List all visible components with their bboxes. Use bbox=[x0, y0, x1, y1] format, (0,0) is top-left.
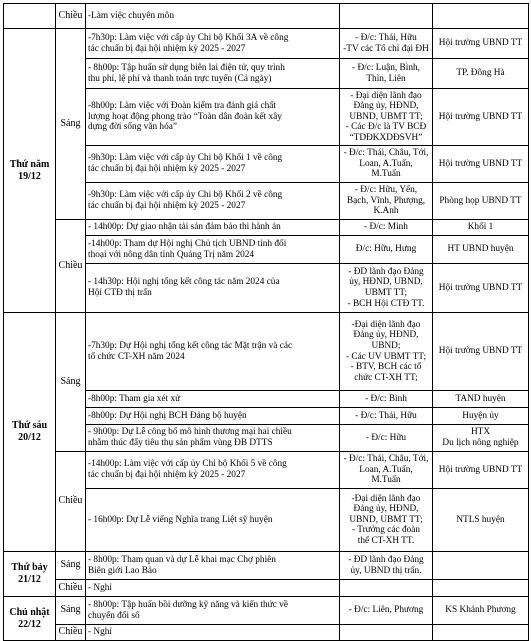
activity-cell: - 9h00p: Dự Lễ công bố mô hình thương mại hai chiều nhằm thúc đẩy tiêu thụ sản phẩm vùng ĐB DTTS bbox=[86, 425, 340, 452]
activity-cell: -8h00p: Tham gia xét xử bbox=[86, 391, 340, 408]
location-cell: Hội trường UBND TT bbox=[433, 313, 529, 391]
participants-cell: - Đ/c: Thái, Hữu bbox=[340, 408, 433, 425]
participants-cell: -Đại diện lãnh đạo Đảng ủy, HĐND, UBND, UBMT TT; - Trưởng các đoàn thể CT-XH TT. bbox=[340, 489, 433, 552]
location-cell bbox=[433, 552, 529, 580]
location-cell: TAND huyện bbox=[433, 391, 529, 408]
session-cell: Sáng bbox=[56, 552, 86, 580]
location-cell: HT UBND huyện bbox=[433, 236, 529, 264]
location-cell: Hội trường UBND TT bbox=[433, 29, 529, 59]
session-cell: Sáng bbox=[56, 313, 86, 452]
table-row bbox=[4, 597, 529, 625]
participants-cell: - Đ/c: Luận, Bình, Thìn, Liên bbox=[340, 59, 433, 89]
day-cell: Thứ sáu 20/12 bbox=[4, 313, 56, 552]
session-cell: Sáng bbox=[56, 29, 86, 220]
participants-cell bbox=[340, 580, 433, 597]
participants-cell: - ĐD lãnh đạo Đảng ủy, HĐND, UBND, UBMT TT; - BCH Hội CTĐ TT. bbox=[340, 264, 433, 313]
location-cell: HTX Du lịch nông nghiệp bbox=[433, 425, 529, 452]
location-cell: Hội trường UBND TT bbox=[433, 146, 529, 183]
activity-cell: - 8h00p: Tham quan và dự Lễ khai mạc Chợ phiên Biên giới Lao Bảo bbox=[86, 552, 340, 580]
participants-cell: Đ/c: Hữu, Hưng bbox=[340, 236, 433, 264]
location-cell: Hội trường UBND TT bbox=[433, 264, 529, 313]
participants-cell: - Đ/c: Thái, Hữu -TV các Tổ chỉ đại ĐH bbox=[340, 29, 433, 59]
table-row bbox=[4, 552, 529, 580]
activity-cell: -9h30p: Làm việc với cấp ủy Chi bộ Khối 1 về công tác chuẩn bị đại hội nhiệm kỳ 2025 - 2027 bbox=[86, 146, 340, 183]
participants-cell: - Đ/c: Thái, Châu, Tới, Loan, A.Tuấn, M.Tuấn bbox=[340, 452, 433, 489]
activity-cell: - Nghỉ bbox=[86, 625, 340, 641]
location-cell bbox=[433, 625, 529, 641]
participants-cell: - ĐD lãnh đạo Đảng ủy, UBND thị trấn. bbox=[340, 552, 433, 580]
participants-cell: - Đ/c: Bình bbox=[340, 391, 433, 408]
location-cell bbox=[433, 4, 529, 29]
location-cell: KS Khánh Phương bbox=[433, 597, 529, 625]
day-cell: Chủ nhật 22/12 bbox=[4, 597, 56, 641]
session-cell: Chiều bbox=[56, 452, 86, 552]
table-row bbox=[4, 625, 529, 641]
location-cell: Hội trường UBND TT bbox=[433, 452, 529, 489]
location-cell: Huyện ủy bbox=[433, 408, 529, 425]
participants-cell bbox=[340, 4, 433, 29]
session-cell: Sáng bbox=[56, 597, 86, 625]
participants-cell: - Đại diện lãnh đạo Đảng ủy, HĐND, UBND, UBMT TT; - Các Đ/c là TV BCĐ “TDĐKXDĐSVH” bbox=[340, 89, 433, 146]
activity-cell: -8h00p: Dự Hội nghị BCH Đảng bộ huyện bbox=[86, 408, 340, 425]
activity-cell: - 16h00p: Dự Lễ viếng Nghĩa trang Liệt sỹ huyện bbox=[86, 489, 340, 552]
activity-cell: -9h30p: Làm việc với cấp ủy Chi bộ Khối 2 về công tác chuẩn bị đại hội nhiệm kỳ 2025 - 2027 bbox=[86, 183, 340, 220]
participants-cell: - Đ/c: Hữu, Yến, Bạch, Vĩnh, Phượng, K.Anh bbox=[340, 183, 433, 220]
participants-cell: -Đại diện lãnh đạo Đảng ủy, HĐND, UBND; - Các UV UBMT TT; - BTV, BCH các tổ chức CT-XH TT; bbox=[340, 313, 433, 391]
activity-cell: - 14h00p: Dự giao nhận tài sản đảm bảo thi hành án bbox=[86, 220, 340, 236]
activity-cell: -14h00p: Tham dự Hội nghị Chủ tịch UBND tỉnh đối thoại với nông dân tỉnh Quảng Trị năm 2024 bbox=[86, 236, 340, 264]
location-cell: Khối 1 bbox=[433, 220, 529, 236]
session-cell: Chiều bbox=[56, 4, 86, 29]
session-cell: Chiều bbox=[56, 580, 86, 597]
activity-cell: -14h00p: Làm việc với cấp ủy Chi bộ Khối 5 về công tác chuẩn bị đại hội nhiệm kỳ 2025 - 2027 bbox=[86, 452, 340, 489]
location-cell: NTLS huyện bbox=[433, 489, 529, 552]
activity-cell: -8h00p: Làm việc với Đoàn kiểm tra đánh giá chất lượng hoạt động phong trào “Toàn dân đoàn kết xây dựng đời sống văn hóa” bbox=[86, 89, 340, 146]
participants-cell: - Đ/c: Minh bbox=[340, 220, 433, 236]
activity-cell: - 14h30p: Hội nghị tổng kết công tác năm 2024 của Hội CTĐ thị trấn bbox=[86, 264, 340, 313]
location-cell bbox=[433, 580, 529, 597]
activity-cell: -Làm việc chuyên môn bbox=[86, 4, 340, 29]
participants-cell: - Đ/c: Hữu bbox=[340, 425, 433, 452]
activity-cell: -7h30p: Làm việc với cấp ủy Chi bộ Khối 3A về công tác chuẩn bị đại hội nhiệm kỳ 2025 - 2027 bbox=[86, 29, 340, 59]
day-cell bbox=[4, 4, 56, 29]
table-row bbox=[4, 29, 529, 59]
table-row bbox=[4, 313, 529, 391]
table-row bbox=[4, 4, 529, 29]
session-cell: Chiều bbox=[56, 625, 86, 641]
participants-cell: - Đ/c: Thái, Châu, Tới, Loan, A.Tuấn, M.Tuấn bbox=[340, 146, 433, 183]
table-row bbox=[4, 220, 529, 236]
session-cell: Chiều bbox=[56, 220, 86, 313]
activity-cell: - 8h00p: Tập huấn bồi dưỡng kỹ năng và kiến thức về chuyển đổi số bbox=[86, 597, 340, 625]
activity-cell: - Nghỉ bbox=[86, 580, 340, 597]
activity-cell: - 8h00p: Tập huấn sử dụng biên lai điện tử, quy trình thu phí, lệ phí và thanh toán trực tuyến (Cả ngày) bbox=[86, 59, 340, 89]
location-cell: Phòng họp UBND TT bbox=[433, 183, 529, 220]
participants-cell: - Đ/c: Liên, Phương bbox=[340, 597, 433, 625]
participants-cell bbox=[340, 625, 433, 641]
location-cell: TP. Đông Hà bbox=[433, 59, 529, 89]
day-cell: Thứ bảy 21/12 bbox=[4, 552, 56, 597]
table-row bbox=[4, 580, 529, 597]
schedule-table bbox=[3, 3, 529, 641]
table-row bbox=[4, 452, 529, 489]
location-cell: Hội trường UBND TT bbox=[433, 89, 529, 146]
day-cell: Thứ năm 19/12 bbox=[4, 29, 56, 313]
activity-cell: -7h30p: Dự Hội nghị tổng kết công tác Mặt trận và các tổ chức CT-XH năm 2024 bbox=[86, 313, 340, 391]
